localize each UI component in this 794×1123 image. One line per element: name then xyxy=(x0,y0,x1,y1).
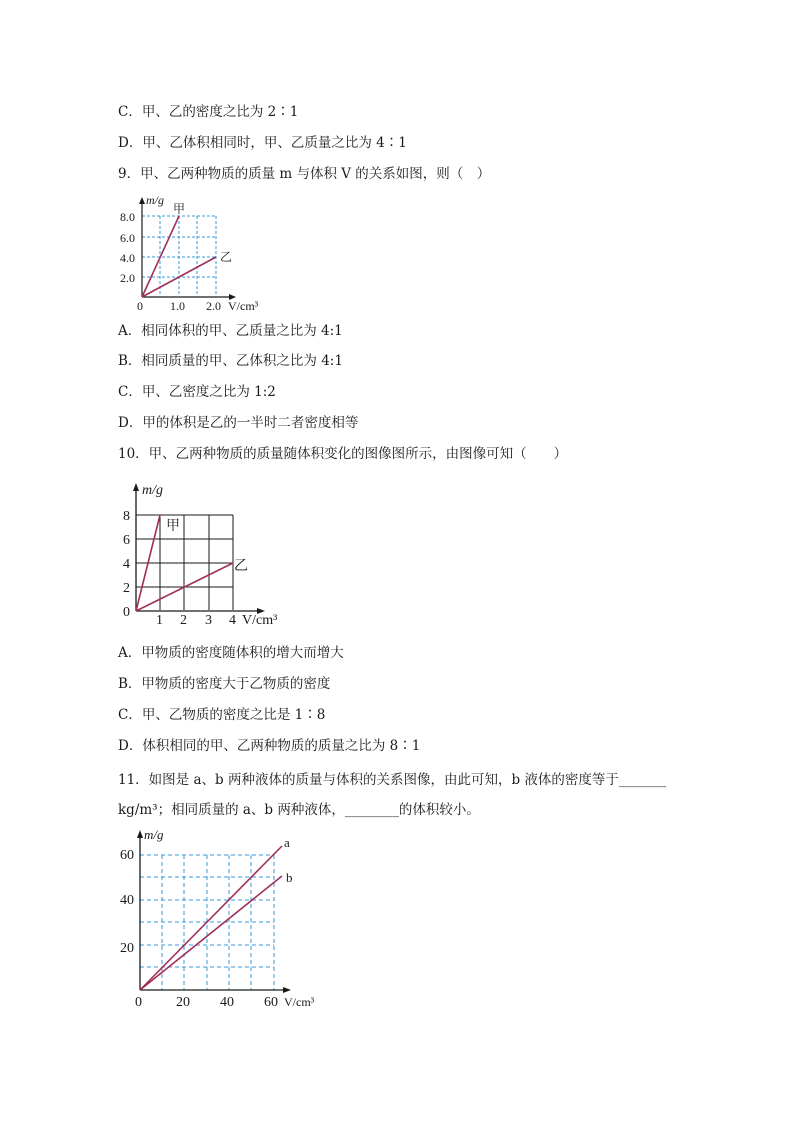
q10-ytick: 6 xyxy=(123,533,130,548)
q11-xtick: 0 xyxy=(135,995,142,1010)
q11-xtick: 40 xyxy=(220,995,234,1010)
q9-option-b: B．相同质量的甲、乙体积之比为 4:1 xyxy=(118,353,343,369)
q10-stem: 10．甲、乙两种物质的质量随体积变化的图像图所示，由图像可知（ ） xyxy=(118,446,568,462)
q10-ytick: 8 xyxy=(123,509,130,524)
q9-option-a: A．相同体积的甲、乙质量之比为 4:1 xyxy=(118,323,343,339)
q11-line-a xyxy=(140,846,282,990)
q11-stem-line2: kg/m³；相同质量的 a、b 两种液体，________的体积较小。 xyxy=(118,802,480,818)
q9-xtick: 0 xyxy=(137,299,143,313)
q11-label-b: b xyxy=(286,870,293,885)
q11-stem-line1: 11．如图是 a、b 两种液体的质量与体积的关系图像，由此可知，b 液体的密度等于_______ xyxy=(118,772,667,788)
q10-option-a: A．甲物质的密度随体积的增大而增大 xyxy=(118,645,344,661)
q10-xtick: 4 xyxy=(229,613,236,628)
q9-ytick: 8.0 xyxy=(120,210,135,224)
q10-ytick: 2 xyxy=(123,581,130,596)
q11-xtick: 20 xyxy=(176,995,190,1010)
q8-option-c: C．甲、乙的密度之比为 2∶1 xyxy=(118,104,299,120)
q11-x-label: V/cm³ xyxy=(284,995,315,1009)
q10-x-label: V/cm³ xyxy=(242,613,278,628)
q10-label-yi: 乙 xyxy=(234,559,248,574)
q10-ytick: 4 xyxy=(123,557,130,572)
q11-ytick: 20 xyxy=(120,941,134,956)
q9-graph xyxy=(118,193,278,313)
q9-ytick: 2.0 xyxy=(120,271,135,285)
q10-option-c: C．甲、乙物质的密度之比是 1∶8 xyxy=(118,707,326,723)
q9-xtick: 2.0 xyxy=(206,299,221,313)
q9-option-d: D．甲的体积是乙的一半时二者密度相等 xyxy=(118,415,359,431)
q10-option-d: D．体积相同的甲、乙两种物质的质量之比为 8∶1 xyxy=(118,738,421,754)
q10-grid xyxy=(136,515,233,610)
q9-ytick: 4.0 xyxy=(120,251,135,265)
q9-grid xyxy=(142,216,216,296)
q10-graph xyxy=(118,478,298,628)
q9-label-yi: 乙 xyxy=(220,250,233,264)
q10-ytick: 0 xyxy=(123,605,130,620)
q9-x-label: V/cm³ xyxy=(228,299,259,313)
q8-option-d: D．甲、乙体积相同时，甲、乙质量之比为 4∶1 xyxy=(118,135,407,151)
q9-xtick: 1.0 xyxy=(170,299,185,313)
q10-option-b: B．甲物质的密度大于乙物质的密度 xyxy=(118,676,331,692)
q9-stem: 9．甲、乙两种物质的质量 m 与体积 V 的关系如图，则（ ） xyxy=(118,166,491,182)
q10-label-jia: 甲 xyxy=(166,519,180,534)
q11-graph xyxy=(116,826,336,1016)
q11-xtick: 60 xyxy=(264,995,278,1010)
q10-xtick: 2 xyxy=(180,613,187,628)
q9-ytick: 6.0 xyxy=(120,231,135,245)
q9-label-jia: 甲 xyxy=(173,202,186,216)
q11-ytick: 40 xyxy=(120,893,134,908)
q11-y-label: m/g xyxy=(144,827,164,842)
q10-y-label: m/g xyxy=(142,483,163,498)
q11-line-b xyxy=(140,876,282,990)
q10-xtick: 1 xyxy=(156,613,163,628)
q11-label-a: a xyxy=(284,835,290,850)
q9-option-c: C．甲、乙密度之比为 1:2 xyxy=(118,384,276,400)
q9-y-label: m/g xyxy=(146,193,164,207)
q10-xtick: 3 xyxy=(205,613,212,628)
q11-ytick: 60 xyxy=(120,848,134,863)
